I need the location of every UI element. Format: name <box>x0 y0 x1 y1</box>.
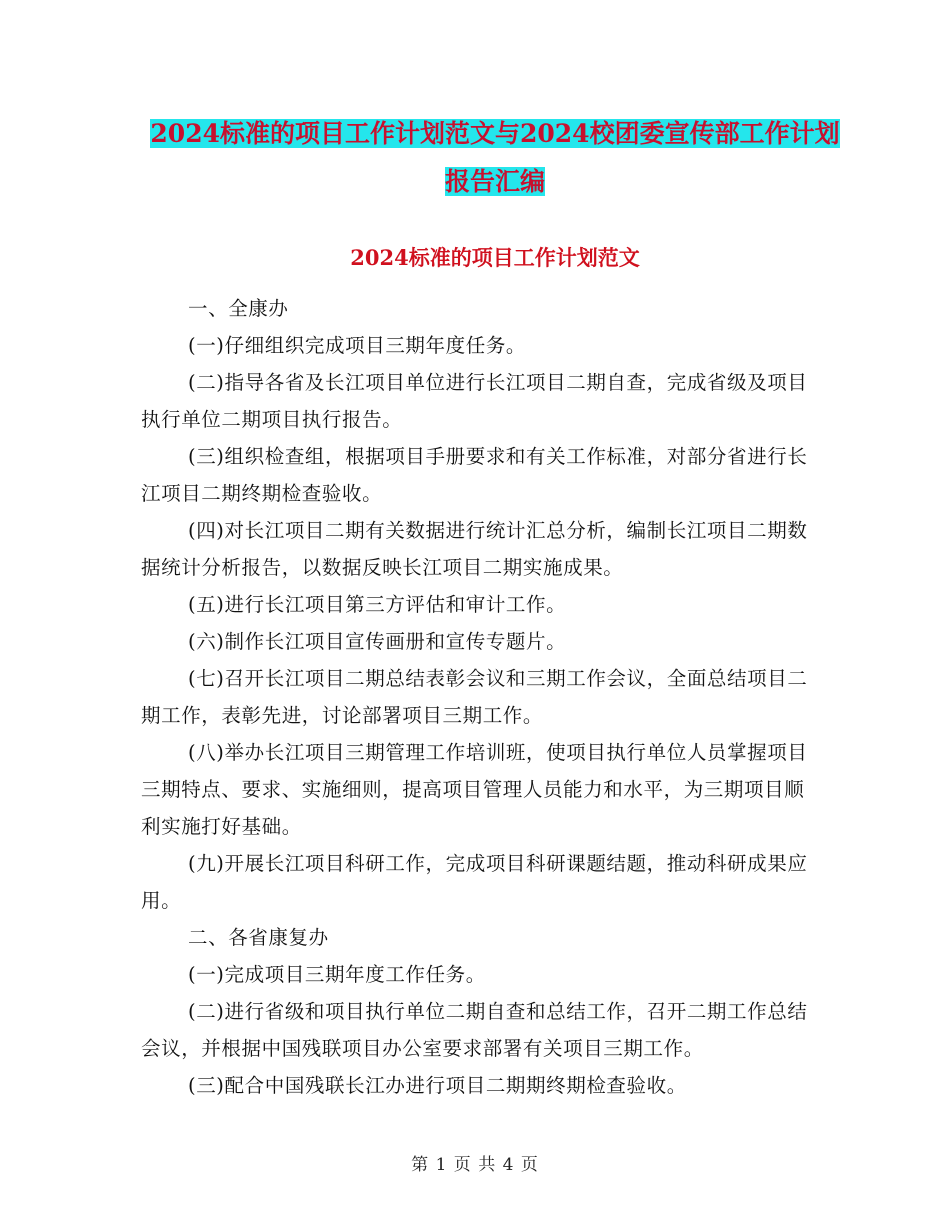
body-paragraph: (九)开展长江项目科研工作，完成项目科研课题结题，推动科研成果应用。 <box>141 852 808 912</box>
heading-paragraph: 一、全康办 <box>188 297 289 320</box>
body-paragraph: (三)组织检查组，根据项目手册要求和有关工作标准，对部分省进行长江项目二期终期检查验收。 <box>141 445 808 505</box>
body-paragraph: (六)制作长江项目宣传画册和宣传专题片。 <box>188 630 567 653</box>
document-title <box>140 110 850 206</box>
body-paragraph: (五)进行长江项目第三方评估和审计工作。 <box>188 593 567 616</box>
heading-paragraph: 二、各省康复办 <box>188 926 329 949</box>
body-paragraph: (八)举办长江项目三期管理工作培训班，使项目执行单位人员掌握项目三期特点、要求、实施细则，提高项目管理人员能力和水平，为三期项目顺利实施打好基础。 <box>141 741 808 838</box>
body-paragraph: (三)配合中国残联长江办进行项目二期期终期检查验收。 <box>188 1074 687 1097</box>
section-title: 2024标准的项目工作计划范文 <box>350 245 640 270</box>
body-paragraph: (四)对长江项目二期有关数据进行统计汇总分析，编制长江项目二期数据统计分析报告，以数据反映长江项目二期实施成果。 <box>141 519 808 579</box>
body-paragraph: (一)仔细组织完成项目三期年度任务。 <box>188 334 527 357</box>
body-paragraph: (一)完成项目三期年度工作任务。 <box>188 963 486 986</box>
body-paragraph: (二)指导各省及长江项目单位进行长江项目二期自查，完成省级及项目执行单位二期项目执行报告。 <box>141 371 808 431</box>
document-title-text: 2024标准的项目工作计划范文与2024校团委宣传部工作计划报告汇编 <box>150 119 840 196</box>
document-body <box>141 290 811 1104</box>
body-paragraph: (二)进行省级和项目执行单位二期自查和总结工作，召开二期工作总结会议，并根据中国残联项目办公室要求部署有关项目三期工作。 <box>141 1000 808 1060</box>
body-paragraph: (七)召开长江项目二期总结表彰会议和三期工作会议，全面总结项目二期工作，表彰先进，讨论部署项目三期工作。 <box>141 667 808 727</box>
page-footer: 第 1 页 共 4 页 <box>411 1155 539 1175</box>
